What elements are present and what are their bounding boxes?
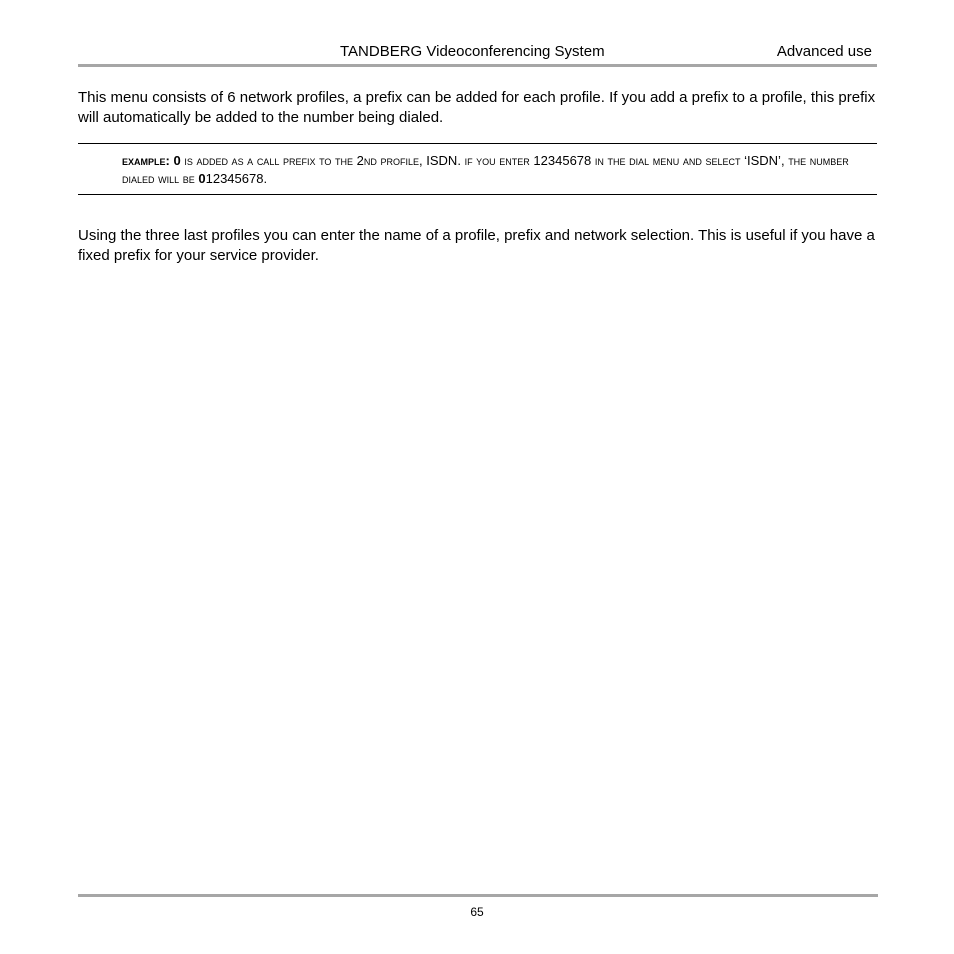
footer-rule xyxy=(78,894,878,897)
example-text-prefix: prefix xyxy=(282,153,316,168)
example-text-3: profile, xyxy=(380,153,423,168)
example-label: example: xyxy=(122,153,170,168)
example-text xyxy=(122,152,867,188)
example-text-1: is added as a xyxy=(184,153,254,168)
example-text-6: the number dialed will be xyxy=(122,153,849,186)
example-text-nd: nd xyxy=(363,153,377,168)
profiles-paragraph: Using the three last profiles you can enter the name of a profile, prefix and network selection. This is useful if you have a fixed prefix for your service provider. xyxy=(78,227,875,264)
page-number: 65 xyxy=(470,905,484,919)
example-dialed-rest: 12345678. xyxy=(205,171,268,186)
example-text-isdn-quoted: ‘ISDN’, xyxy=(744,153,785,168)
example-number: 12345678 xyxy=(533,153,592,168)
intro-paragraph: This menu consists of 6 network profiles, a prefix can be added for each profile. If you add a prefix to a profile, this prefix will automatically be added to the number being dialed. xyxy=(78,89,876,126)
example-dialed-prefix: 0 xyxy=(198,171,206,186)
header-rule xyxy=(78,64,877,67)
example-box xyxy=(78,143,877,195)
example-text-2: to the 2 xyxy=(319,153,364,168)
example-text-4: if you enter xyxy=(464,153,530,168)
example-text-call: call xyxy=(256,153,280,168)
header-title: TANDBERG Videoconferencing System xyxy=(340,43,605,60)
example-prefix-value: 0 xyxy=(173,153,181,168)
header-section: Advanced use xyxy=(776,43,872,60)
example-text-isdn: ISDN. xyxy=(426,153,461,168)
example-text-5: in the dial menu and select xyxy=(594,153,741,168)
